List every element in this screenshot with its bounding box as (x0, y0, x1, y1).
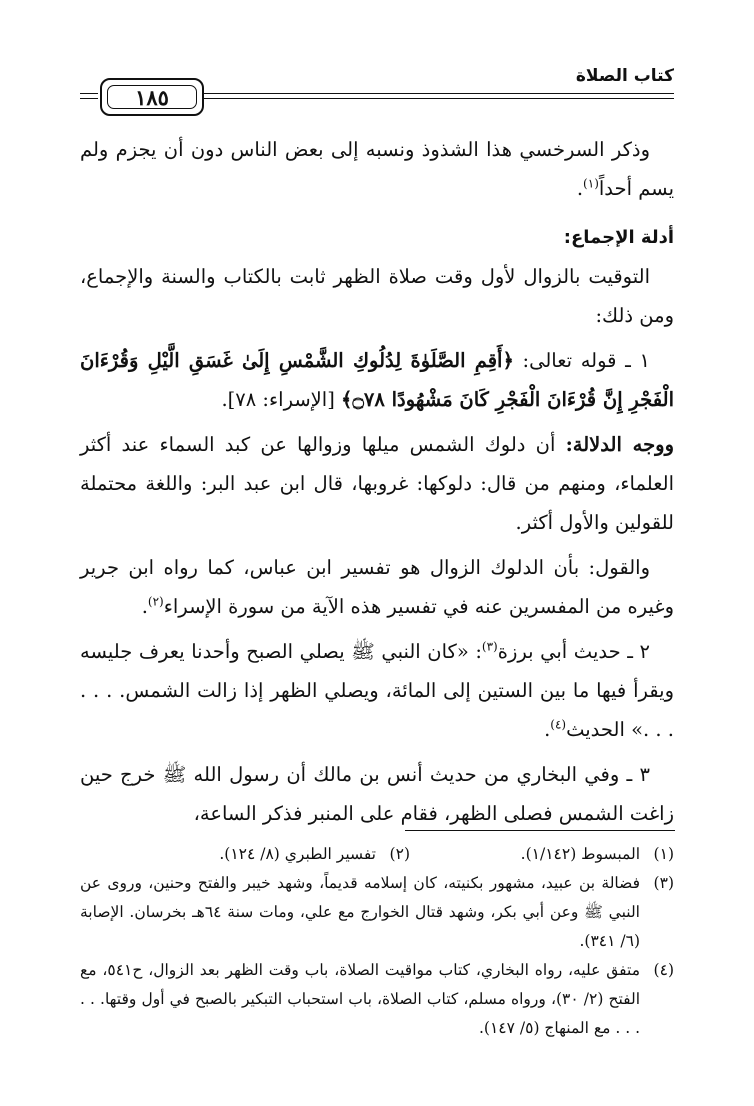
footnote-number: (٣) (653, 874, 674, 892)
footnote-ref: (٣) (481, 639, 498, 654)
verse-reference: [الإسراء: ٧٨]. (221, 388, 342, 411)
paragraph-text: أن دلوك الشمس ميلها وزوالها عن كبد السماء عند أكثر العلماء، ومنهم من قال: دلوكها: غروبها، قال ابن عبد البر: واللغة محتملة للقولين والأول أكثر. (80, 433, 674, 534)
footnote-number: (٤) (653, 961, 674, 979)
header-rule (80, 98, 98, 99)
footnote-text: فضالة بن عبيد، مشهور بكنيته، كان إسلامه قديماً، وشهد خيبر والفتح وحنين، وروى عن النبي ﷺ وعن أبي بكر، وشهد قتال الخوارج مع علي، ومات سنة ٦٤هـ بخرسان. الإصابة (٦/ ٣٤١). (80, 874, 640, 950)
page-header (80, 66, 674, 112)
paragraph (80, 130, 674, 208)
chapter-title: كتاب الصلاة (575, 66, 674, 86)
footnote-ref: (٢) (147, 594, 164, 609)
footnote-text: تفسير الطبري (٨/ ١٢٤). (219, 845, 376, 863)
quran-verse: ﴿أَقِمِ الصَّلَوٰةَ لِدُلُوكِ الشَّمْسِ إِلَىٰ غَسَقِ الَّيْلِ وَقُرْءَانَ الْفَجْرِ إِنَّ قُرْءَانَ الْفَجْرِ كَانَ مَشْهُودًا ۝٧٨﴾ (80, 349, 674, 411)
punctuation: . (141, 595, 148, 618)
paragraph: ٣ ـ وفي البخاري من حديث أنس بن مالك أن رسول الله ﷺ خرج حين زاغت الشمس فصلى الظهر، فقام على المنبر فذكر الساعة، (80, 763, 674, 825)
main-text (80, 130, 674, 833)
page-number: ١٨٥ (107, 85, 197, 109)
footnote-row (80, 869, 674, 956)
footnote-rule (405, 830, 675, 831)
footnotes (80, 840, 674, 1043)
header-rule (204, 93, 674, 94)
footnote-row (80, 840, 674, 869)
footnote-text: المبسوط (١/١٤٢). (520, 845, 640, 863)
paragraph (80, 632, 674, 749)
paragraph-text: وذكر السرخسي هذا الشذوذ ونسبه إلى بعض الناس دون أن يجزم ولم يسم أحداً (80, 138, 674, 200)
paragraph-text: والقول: بأن الدلوك الزوال هو تفسير ابن عباس، كما رواه ابن جرير وغيره من المفسرين عنه في تفسير هذه الآية من سورة الإسراء (80, 556, 674, 618)
paragraph: التوقيت بالزوال لأول وقت صلاة الظهر ثابت بالكتاب والسنة والإجماع، ومن ذلك: (80, 265, 674, 327)
footnote-row (80, 956, 674, 1043)
footnote-text: متفق عليه، رواه البخاري، كتاب مواقيت الصلاة، باب وقت الظهر بعد الزوال، ح٥٤١، مع الفتح (٢/ ٣٠)، ورواه مسلم، كتاب الصلاة، باب استحباب التبكير بالصبح في أول وقتها. . . . . . مع المنهاج (٥/ ١٤٧). (80, 961, 641, 1037)
page (80, 40, 674, 1080)
punctuation: . (576, 177, 584, 200)
paragraph-text: ١ ـ قوله تعالى: (513, 349, 650, 372)
paragraph (80, 341, 674, 419)
punctuation: . (544, 718, 551, 741)
footnote-number: (٢) (389, 845, 410, 863)
header-rule (80, 93, 98, 94)
footnote-number: (١) (653, 845, 674, 863)
label: ووجه الدلالة: (565, 433, 674, 456)
paragraph (80, 548, 674, 626)
footnote-ref: (٤) (550, 717, 567, 732)
section-heading: أدلة الإجماع: (563, 227, 674, 248)
footnote-ref: (١) (583, 176, 599, 191)
paragraph-text: : «كان النبي ﷺ يصلي الصبح وأحدنا يعرف جليسه ويقرأ فيها ما بين الستين إلى المائة، ويصلي الظهر إذا زالت الشمس. . . . . . .» الحديث (80, 640, 674, 741)
paragraph-text: ٢ ـ حديث أبي برزة (497, 640, 651, 663)
header-rule (204, 98, 674, 99)
page-number-frame (100, 78, 204, 116)
paragraph (80, 425, 674, 542)
